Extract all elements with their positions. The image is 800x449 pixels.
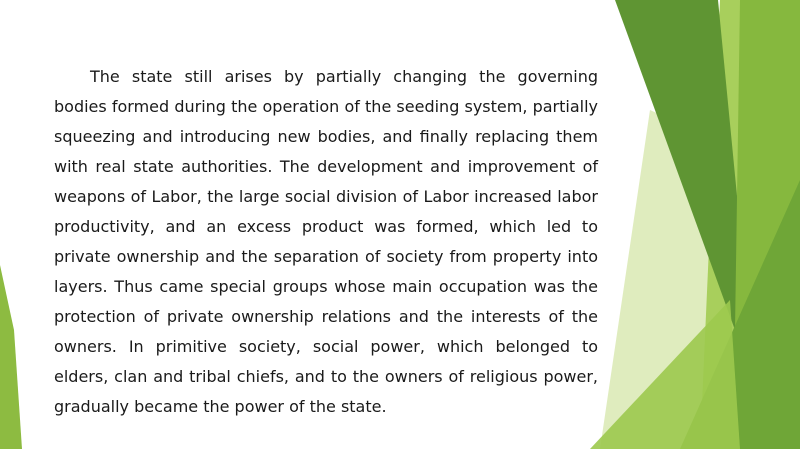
left-edge-green-sliver xyxy=(0,265,22,449)
body-paragraph: The state still arises by partially changing the governing bodies formed during the operation of the seeding system, partially squeezing and introducing new bodies, and finally replacing them with real state authorities. The development and improvement of weapons of Labor, the large social division of Labor increased labor productivity, and an excess product was formed, which led to private ownership and the separation of society from property into layers. Thus came special groups whose main occupation was the protection of private ownership relations and the interests of the owners. In primitive society, social power, which belonged to elders, clan and tribal chiefs, and to the owners of religious power, gradually became the power of the state. xyxy=(54,67,598,416)
